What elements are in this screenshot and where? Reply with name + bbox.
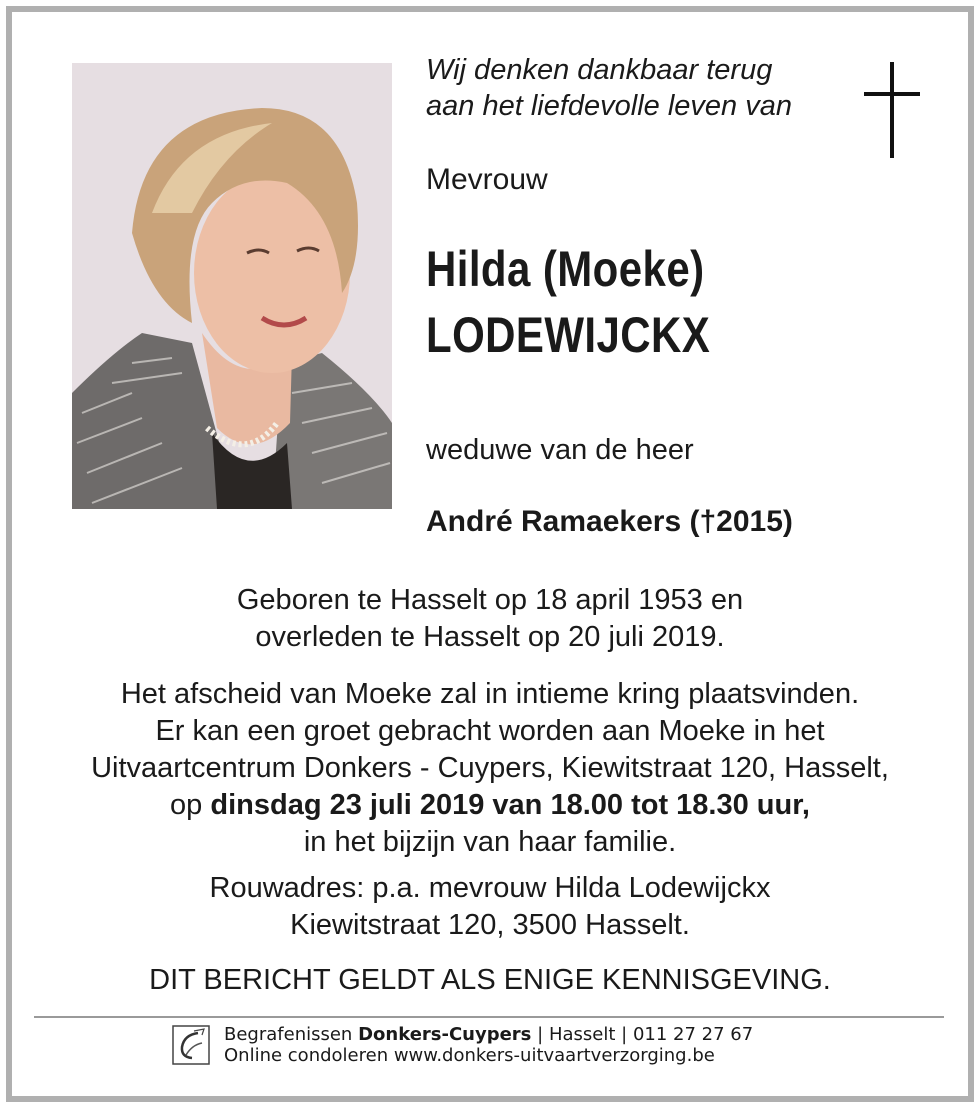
deceased-name bbox=[426, 236, 710, 368]
deceased-name-line-2: LODEWIJCKX bbox=[426, 307, 711, 363]
ceremony-line-5: in het bijzijn van haar familie. bbox=[303, 826, 677, 858]
portrait-photo bbox=[72, 63, 392, 509]
ceremony-line-2: Er kan een groet gebracht worden aan Moeke in het bbox=[155, 715, 825, 747]
footer-company-line bbox=[224, 1024, 753, 1045]
footer-separator-1: | bbox=[537, 1024, 544, 1045]
deceased-name-line-1: Hilda (Moeke) bbox=[426, 241, 705, 297]
funeral-home-logo-icon bbox=[172, 1025, 210, 1065]
footer-company-prefix: Begrafenissen bbox=[224, 1024, 353, 1045]
address-line-1: Rouwadres: p.a. mevrouw Hilda Lodewijckx bbox=[209, 872, 771, 904]
footer-online-condolence: Online condoleren www.donkers-uitvaartverzorging.be bbox=[224, 1045, 715, 1066]
latin-cross-icon bbox=[864, 62, 924, 165]
spouse-name: André Ramaekers (†2015) bbox=[426, 505, 793, 538]
footer-text bbox=[224, 1024, 753, 1066]
birth-death-info bbox=[0, 582, 980, 656]
ceremony-line-1: Het afscheid van Moeke zal in intieme kring plaatsvinden. bbox=[120, 678, 860, 710]
ceremony-date-time: dinsdag 23 juli 2019 van 18.00 tot 18.30 uur, bbox=[210, 789, 810, 821]
ceremony-info bbox=[0, 676, 980, 861]
footer-separator-2: | bbox=[621, 1024, 628, 1045]
intro-text bbox=[426, 52, 846, 124]
relation-text: weduwe van de heer bbox=[426, 434, 694, 466]
ceremony-date-prefix: op bbox=[170, 789, 203, 821]
footer-city: Hasselt bbox=[548, 1024, 616, 1045]
notice-statement: DIT BERICHT GELDT ALS ENIGE KENNISGEVING. bbox=[149, 964, 831, 996]
address-line-2: Kiewitstraat 120, 3500 Hasselt. bbox=[290, 909, 690, 941]
death-line: overleden te Hasselt op 20 juli 2019. bbox=[255, 621, 725, 653]
footer-divider bbox=[34, 1016, 944, 1018]
mourning-address bbox=[0, 870, 980, 944]
ceremony-line-3: Uitvaartcentrum Donkers - Cuypers, Kiewitstraat 120, Hasselt, bbox=[91, 752, 889, 784]
intro-line-2: aan het liefdevolle leven van bbox=[426, 90, 792, 122]
birth-line: Geboren te Hasselt op 18 april 1953 en bbox=[236, 584, 744, 616]
title-prefix: Mevrouw bbox=[426, 163, 548, 196]
footer-phone: 011 27 27 67 bbox=[632, 1024, 754, 1045]
footer-company-name: Donkers-Cuypers bbox=[358, 1024, 532, 1045]
intro-line-1: Wij denken dankbaar terug bbox=[426, 54, 773, 86]
ceremony-line-4 bbox=[0, 787, 980, 824]
